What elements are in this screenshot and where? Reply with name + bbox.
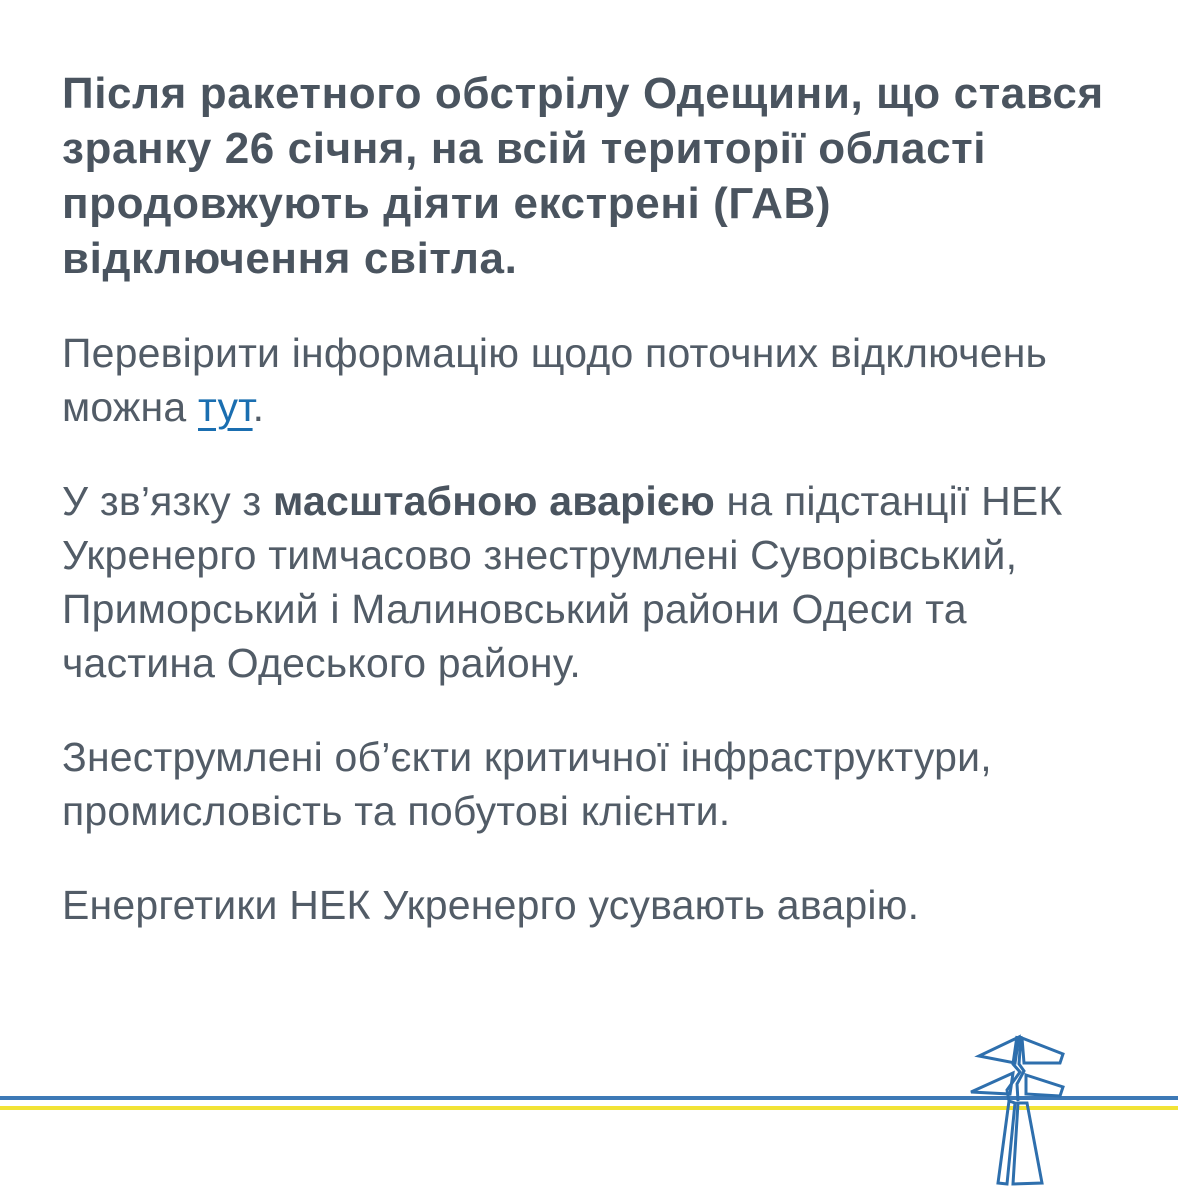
paragraph-line: [62, 474, 1128, 528]
text-segment: на підстанції НЕК: [714, 478, 1063, 524]
paragraph-line: частина Одеського району.: [62, 640, 581, 686]
announcement-text-block: [62, 66, 1128, 932]
paragraph-line: Перевірити інформацію щодо поточних відключень: [62, 330, 1048, 376]
paragraph-line: Енергетики НЕК Укренерго усувають аварію.: [62, 882, 920, 928]
headline-line: відключення світла.: [62, 234, 518, 283]
emphasis-text: масштабною аварією: [273, 478, 715, 524]
outage-info-link[interactable]: тут: [198, 384, 253, 430]
paragraph-line: Приморський і Малиновський райони Одеси та: [62, 586, 967, 632]
headline-line: зранку 26 січня, на всій території області: [62, 124, 987, 173]
paragraph-line: Знеструмлені об’єкти критичної інфраструктури,: [62, 734, 992, 780]
transmission-tower-icon: [948, 1026, 1088, 1192]
paragraph-line: [62, 380, 1128, 434]
paragraph-outage-details: [62, 474, 1128, 690]
headline-line: продовжують діяти екстрені (ГАВ): [62, 179, 832, 228]
paragraph-line: промисловість та побутові клієнти.: [62, 788, 731, 834]
paragraph-repair-status: [62, 878, 1128, 932]
paragraph-affected-clients: [62, 730, 1128, 838]
paragraph-check-info: [62, 326, 1128, 434]
headline: [62, 66, 1128, 286]
headline-line: Після ракетного обстрілу Одещини, що стався: [62, 69, 1104, 118]
text-segment: можна: [62, 384, 198, 430]
text-segment: У зв’язку з: [62, 478, 274, 524]
paragraph-line: Укренерго тимчасово знеструмлені Суворівський,: [62, 532, 1018, 578]
text-segment: .: [252, 384, 265, 430]
